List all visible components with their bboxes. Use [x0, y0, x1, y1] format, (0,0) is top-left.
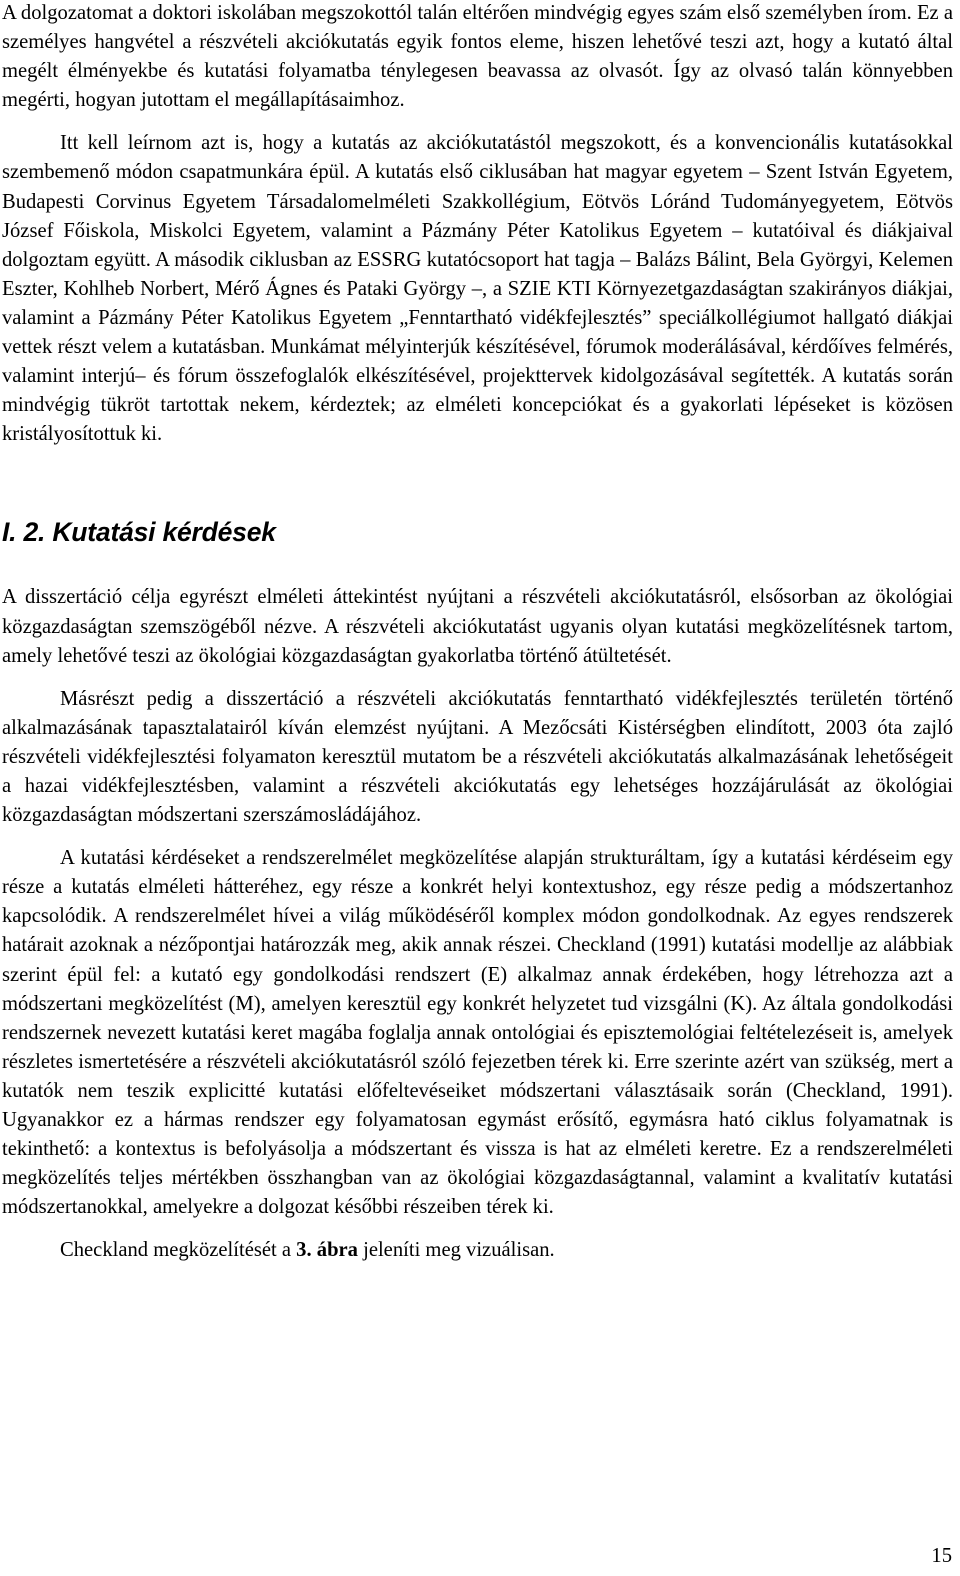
- paragraph-teamwork: Itt kell leírnom azt is, hogy a kutatás az akciókutatástól megszokott, és a konvencionális kutatásokkal szembemenő módon csapatmunkára épül. A kutatás első ciklusában hat magyar egyetem – Szent István Egyetem, Budapesti Corvinus Egyetem Társadalomelméleti Szakkollégium, Eötvös Lóránd Tudományegyetem, Eötvös József Főiskola, Miskolci Egyetem, valamint a Pázmány Péter Katolikus Egyetem – kutatóival és diákjaival dolgoztam együtt. A második ciklusban az ESSRG kutatócsoport hat tagja – Balázs Bálint, Bela Györgyi, Kelemen Eszter, Kohlheb Norbert, Mérő Ágnes és Pataki György –, a SZIE KTI Környezetgazdaságtan szakirányos diákjai, valamint a Pázmány Péter Katolikus Egyetem „Fenntartható vidékfejlesztés” speciálkollégiumot hallgató diákjai vettek részt velem a kutatásban. Munkámat mélyinterjúk készítésével, fórumok moderálásával, kérdőíves felmérés, valamint interjú– és fórum összefoglalók elkészítésével, projekttervek kidolgozásával segítették. A kutatás során mindvégig tükröt tartottak nekem, kérdeztek; az elméleti koncepciókat és a gyakorlati lépéseket is közösen kristályosítottuk ki.: [2, 132, 953, 446]
- section-heading: I. 2. Kutatási kérdések: [2, 517, 276, 548]
- figure-ref-link: 3. ábra: [296, 1239, 358, 1262]
- paragraph-first-person: A dolgozatomat a doktori iskolában megszokottól talán eltérően mindvégig egyes szám első személyben írom. Ez a személyes hangvétel a részvételi akciókutatás egyik fontos eleme, hiszen lehetővé teszi azt, hogy a kutató által megélt élményekbe és kutatási folyamatba ténylegesen beavassa az olvasót. Így az olvasó talán könnyebben megérti, hogyan jutottam el megállapításaimhoz.: [2, 2, 953, 112]
- paragraph-second-aim: Másrészt pedig a disszertáció a részvételi akciókutatás fenntartható vidékfejlesztés területén történő alkalmazásának tapasztalatairól kíván elemzést nyújtani. A Mezőcsáti Kistérségben elindított, 2003 óta zajló részvételi vidékfejlesztési folyamaton keresztül mutatom be a részvételi akciókutatás alkalmazásának lehetőségeit a hazai vidékfejlesztésben, valamint a részvételi akciókutatás egy lehetséges hozzájárulását az ökológiai közgazdaságtan módszertani szerszámosládájához.: [2, 687, 953, 827]
- page-number: 15: [931, 1545, 952, 1567]
- figure-ref-after: jeleníti meg vizuálisan.: [357, 1239, 555, 1262]
- document-page: [2, 0, 953, 1265]
- paragraph-research-questions: A kutatási kérdéseket a rendszerelmélet megközelítése alapján strukturáltam, így a kutatási kérdéseim egy része a kutatás elméleti hátteréhez, egy része a konkrét helyi kontextushoz, egy része pedig a módszertanhoz kapcsolódik. A rendszerelmélet hívei a világ működéséről komplex módon gondolkodnak. Az egyes rendszerek határait azoknak a nézőpontjai határozzák meg, akik annak részei. Checkland (1991) kutatási modellje az alábbiak szerint épül fel: a kutató egy gondolkodási rendszert (E) alkalmaz annak érdekében, hogy létrehozza azt a módszertani megközelítést (M), amelyen keresztül egy konkrét helyzetet tud vizsgálni (K). Az általa gondolkodási rendszernek nevezett kutatási keret magába foglalja annak ontológiai és episztemológiai feltételezéseit is, amelyek részletes ismertetésére a részvételi akciókutatásról szóló fejezetben térek ki. Erre szerinte azért van szükség, mert a kutatók nem teszik explicitté kutatási előfeltevéseiket módszertani választásaik során (Checkland, 1991). Ugyanakkor ez a hármas rendszer egy folyamatosan egymást erősítő, egymásra ható ciklus folyamatnak is tekinthető: a kontextus is befolyásolja a módszertant és vissza is hat az elméleti keretre. Ez a rendszerelméleti megközelítés teljes mértékben összhangban van az ökológiai közgazdaságtannal, valamint a kvalitatív kutatási módszertanokkal, amelyekre a dolgozat későbbi részeiben térek ki.: [2, 847, 953, 1219]
- figure-ref-before: Checkland megközelítését a: [60, 1239, 297, 1262]
- paragraph-figure-reference: [2, 1236, 953, 1265]
- paragraph-aim: A disszertáció célja egyrészt elméleti áttekintést nyújtani a részvételi akciókutatásról, elsősorban az ökológiai közgazdaságtan szemszögéből nézve. A részvételi akciókutatást ugyanis olyan kutatási megközelítésnek tartom, amely lehetővé teszi az ökológiai közgazdaságtan gyakorlatba történő átültetését.: [2, 586, 953, 667]
